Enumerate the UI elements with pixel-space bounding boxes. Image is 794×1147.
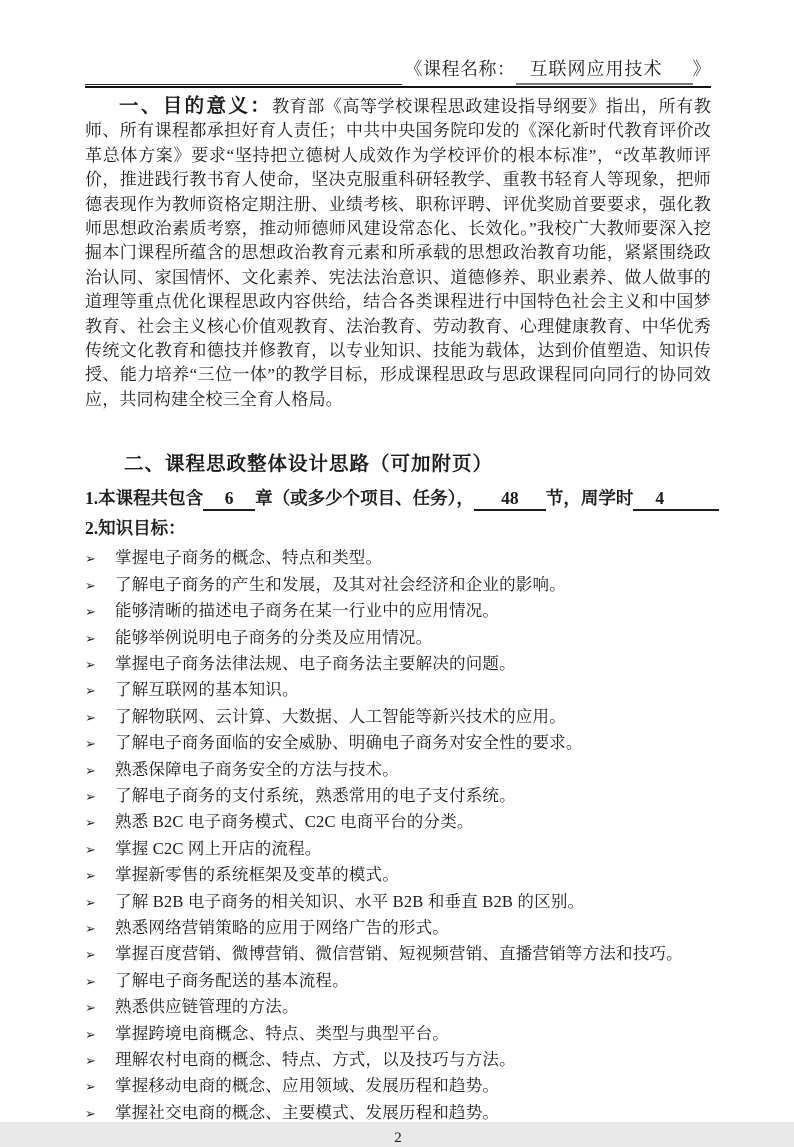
page-content <box>85 0 711 1147</box>
goal-list-item <box>85 810 711 836</box>
sections-count-field: 48 <box>474 487 546 511</box>
structure-part1: 1.本课程共包含 <box>85 488 204 509</box>
goal-text: 了解电子商务的产生和发展，及其对社会经济和企业的影响。 <box>115 574 566 594</box>
arrow-bullet-icon: ➢ <box>85 948 97 964</box>
structure-part2: 章（或多少个项目、任务）， <box>255 488 474 509</box>
goal-list-item <box>85 678 711 704</box>
arrow-bullet-icon: ➢ <box>85 921 97 937</box>
goal-list-item <box>85 546 711 572</box>
goal-list-item <box>85 863 711 889</box>
course-label-suffix: 》 <box>692 59 711 79</box>
goal-list-item <box>85 573 711 599</box>
course-label-prefix: 《课程名称： <box>404 59 516 79</box>
design-section-heading: 二、课程思政整体设计思路（可加附页） <box>124 454 494 476</box>
course-title <box>405 56 712 85</box>
goal-list-item <box>85 758 711 784</box>
goal-text: 掌握新零售的系统框架及变革的模式。 <box>115 865 399 885</box>
arrow-bullet-icon: ➢ <box>85 1001 97 1017</box>
arrow-bullet-icon: ➢ <box>85 895 97 911</box>
goal-text: 熟悉 B2C 电子商务模式、C2C 电商平台的分类。 <box>115 812 474 832</box>
header-divider <box>85 86 711 88</box>
arrow-bullet-icon: ➢ <box>85 842 97 858</box>
goal-text: 掌握 C2C 网上开店的流程。 <box>115 838 322 858</box>
goal-text: 熟悉网络营销策略的应用于网络广告的形式。 <box>115 917 449 937</box>
course-name-field: 互联网应用技术 <box>516 56 693 85</box>
goal-text: 了解互联网的基本知识。 <box>115 680 299 700</box>
purpose-body-text: 教育部《高等学校课程思政建设指导纲要》指出，所有教师、所有课程都承担好育人责任；中共中央国务院印发的《深化新时代教育评价改革总体方案》要求“坚持把立德树人成效作为学校评价的根本标准”，“改革教师评价，推进践行教书育人使命，坚决克服重科研轻教学、重教书轻育人等现象，把师德表现作为教师资格定期注册、业绩考核、职称评聘、评优奖励首要要求，强化教师思想政治素质考察，推动师德师风建设常态化、长效化。”我校广大教师要深入挖掘本门课程所蕴含的思想政治教育元素和所承载的思想政治教育功能，紧紧围绕政治认同、家国情怀、文化素养、宪法法治意识、道德修养、职业素养、做人做事的道理等重点优化课程思政内容供给，结合各类课程进行中国特色社会主义和中国梦教育、社会主义核心价值观教育、法治教育、劳动教育、心理健康教育、中华优秀传统文化教育和德技并修教育，以专业知识、技能为载体，达到价值塑造、知识传授、能力培养“三位一体”的教学目标，形成课程思政与思政课程同向同行的协同效应，共同构建全校三全育人格局。 <box>85 97 711 409</box>
weekly-hours-field: 4 <box>633 487 719 511</box>
purpose-section <box>85 95 711 412</box>
arrow-bullet-icon: ➢ <box>85 1080 97 1096</box>
arrow-bullet-icon: ➢ <box>85 684 97 700</box>
page-header <box>85 0 711 85</box>
purpose-heading: 一、目的意义： <box>119 96 273 117</box>
arrow-bullet-icon: ➢ <box>85 763 97 779</box>
page-number: 2 <box>394 1130 402 1147</box>
arrow-bullet-icon: ➢ <box>85 1106 97 1122</box>
course-structure-line <box>85 485 711 511</box>
arrow-bullet-icon: ➢ <box>85 869 97 885</box>
arrow-bullet-icon: ➢ <box>85 552 97 568</box>
goal-text: 掌握移动电商的概念、应用领域、发展历程和趋势。 <box>115 1076 500 1096</box>
goal-text: 熟悉供应链管理的方法。 <box>115 997 299 1017</box>
goal-text: 了解 B2B 电子商务的相关知识、水平 B2B 和垂直 B2B 的区别。 <box>115 891 585 911</box>
goal-list-item <box>85 969 711 995</box>
arrow-bullet-icon: ➢ <box>85 974 97 990</box>
goal-text: 理解农村电商的概念、特点、方式，以及技巧与方法。 <box>115 1050 516 1069</box>
goal-text: 能够清晰的描述电子商务在某一行业中的应用情况。 <box>115 601 500 621</box>
arrow-bullet-icon: ➢ <box>85 657 97 673</box>
arrow-bullet-icon: ➢ <box>85 1027 97 1043</box>
chapters-count-field: 6 <box>203 487 255 511</box>
goal-text: 了解物联网、云计算、大数据、人工智能等新兴技术的应用。 <box>115 706 566 726</box>
arrow-bullet-icon: ➢ <box>85 605 97 621</box>
blank-underline-field <box>85 63 402 85</box>
structure-part3: 节，周学时 <box>545 488 634 509</box>
goal-list-item <box>85 995 711 1021</box>
arrow-bullet-icon: ➢ <box>85 631 97 647</box>
goal-text: 掌握跨境电商概念、特点、类型与典型平台。 <box>115 1023 449 1043</box>
arrow-bullet-icon: ➢ <box>85 1054 97 1069</box>
knowledge-goal-list <box>85 546 711 1127</box>
goal-text: 掌握百度营销、微博营销、微信营销、短视频营销、直播营销等方法和技巧。 <box>115 944 683 964</box>
goal-list-item <box>85 626 711 652</box>
goal-list-item <box>85 837 711 863</box>
goal-text: 掌握电子商务的概念、特点和类型。 <box>115 548 383 568</box>
goal-text: 了解电子商务的支付系统，熟悉常用的电子支付系统。 <box>115 785 516 805</box>
goal-text: 熟悉保障电子商务安全的方法与技术。 <box>115 759 399 779</box>
goal-list-item <box>85 890 711 916</box>
goal-list-item <box>85 731 711 757</box>
goal-list-item <box>85 1101 711 1127</box>
goal-list-item <box>85 705 711 731</box>
goal-list-item <box>85 652 711 678</box>
arrow-bullet-icon: ➢ <box>85 578 97 594</box>
goal-text: 了解电子商务配送的基本流程。 <box>115 970 349 990</box>
goal-list-item <box>85 916 711 942</box>
goal-text: 能够举例说明电子商务的分类及应用情况。 <box>115 627 433 647</box>
goal-list-item <box>85 599 711 625</box>
arrow-bullet-icon: ➢ <box>85 816 97 832</box>
goal-list-item <box>85 1022 711 1048</box>
arrow-bullet-icon: ➢ <box>85 789 97 805</box>
goal-list-item <box>85 1074 711 1100</box>
goal-text: 掌握电子商务法律法规、电子商务法主要解决的问题。 <box>115 653 516 673</box>
arrow-bullet-icon: ➢ <box>85 710 97 726</box>
knowledge-goals-label: 2.知识目标： <box>85 518 186 539</box>
arrow-bullet-icon: ➢ <box>85 737 97 753</box>
goal-list-item <box>85 942 711 968</box>
goal-list-item <box>85 1048 711 1074</box>
goal-list-item <box>85 784 711 810</box>
goal-text: 了解电子商务面临的安全威胁、明确电子商务对安全性的要求。 <box>115 733 583 753</box>
goal-text: 掌握社交电商的概念、主要模式、发展历程和趋势。 <box>115 1102 500 1122</box>
